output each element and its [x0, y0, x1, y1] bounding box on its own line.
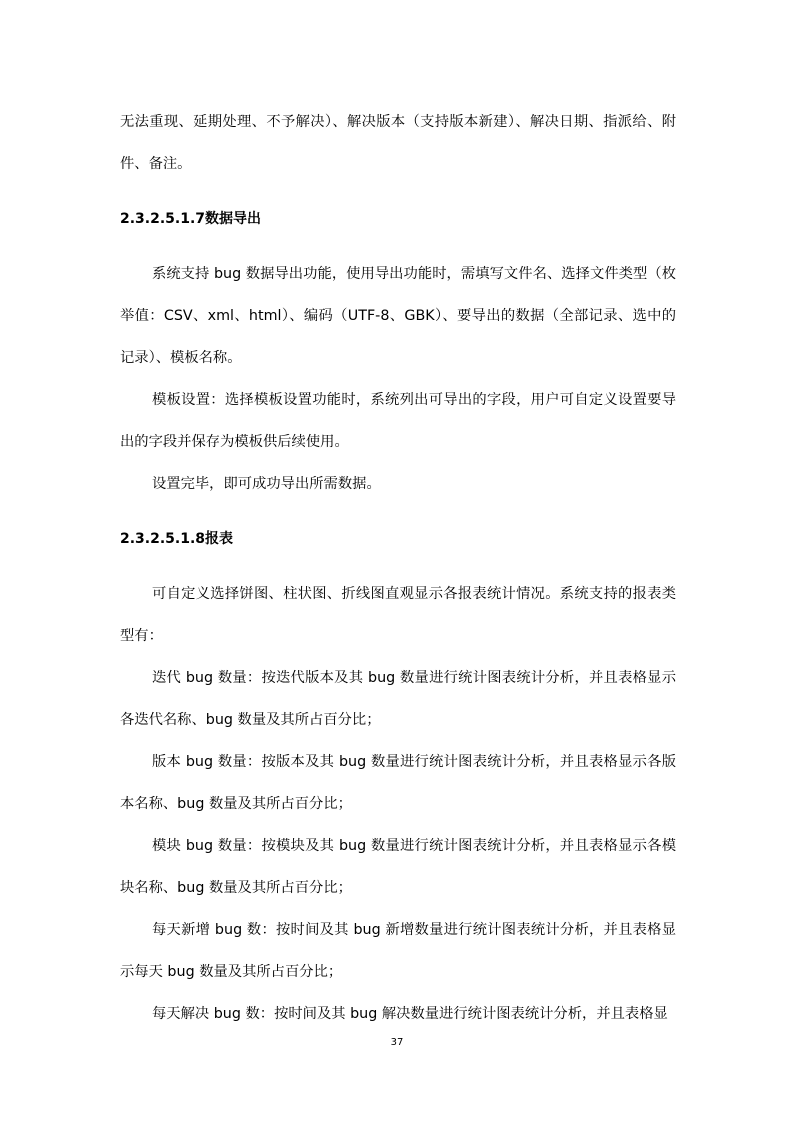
paragraph-daily-new-bugs: 每天新增 bug 数：按时间及其 bug 新增数量进行统计图表统计分析，并且表格显示每天 bug 数量及其所占百分比； — [120, 922, 676, 980]
paragraph-template-settings: 模板设置：选择模板设置功能时，系统列出可导出的字段，用户可自定义设置要导出的字段并保存为模板供后续使用。 — [120, 392, 676, 450]
paragraph-report-intro: 可自定义选择饼图、柱状图、折线图直观显示各报表统计情况。系统支持的报表类型有： — [120, 586, 676, 644]
paragraph-export-complete: 设置完毕，即可成功导出所需数据。 — [152, 476, 381, 492]
page-body — [120, 101, 676, 1035]
paragraph-daily-resolved-bugs: 每天解决 bug 数：按时间及其 bug 解决数量进行统计图表统计分析，并且表格显 — [152, 1006, 668, 1022]
paragraph-iteration-bug-count: 迭代 bug 数量：按迭代版本及其 bug 数量进行统计图表统计分析，并且表格显示各迭代名称、bug 数量及其所占百分比； — [120, 670, 676, 728]
paragraph-module-bug-count: 模块 bug 数量：按模块及其 bug 数量进行统计图表统计分析，并且表格显示各模块名称、bug 数量及其所占百分比； — [120, 838, 676, 896]
paragraph-version-bug-count: 版本 bug 数量：按版本及其 bug 数量进行统计图表统计分析，并且表格显示各版本名称、bug 数量及其所占百分比； — [120, 754, 676, 812]
section-heading-report: 2.3.2.5.1.8报表 — [120, 531, 234, 547]
section-heading-data-export: 2.3.2.5.1.7数据导出 — [120, 211, 262, 227]
paragraph-continued: 无法重现、延期处理、不予解决）、解决版本（支持版本新建）、解决日期、指派给、附件、备注。 — [120, 114, 676, 172]
page-number: 37 — [390, 1037, 404, 1048]
paragraph-export-intro: 系统支持 bug 数据导出功能，使用导出功能时，需填写文件名、选择文件类型（枚举值：CSV、xml、html）、编码（UTF-8、GBK）、要导出的数据（全部记录、选中的记录）、模板名称。 — [120, 266, 676, 366]
